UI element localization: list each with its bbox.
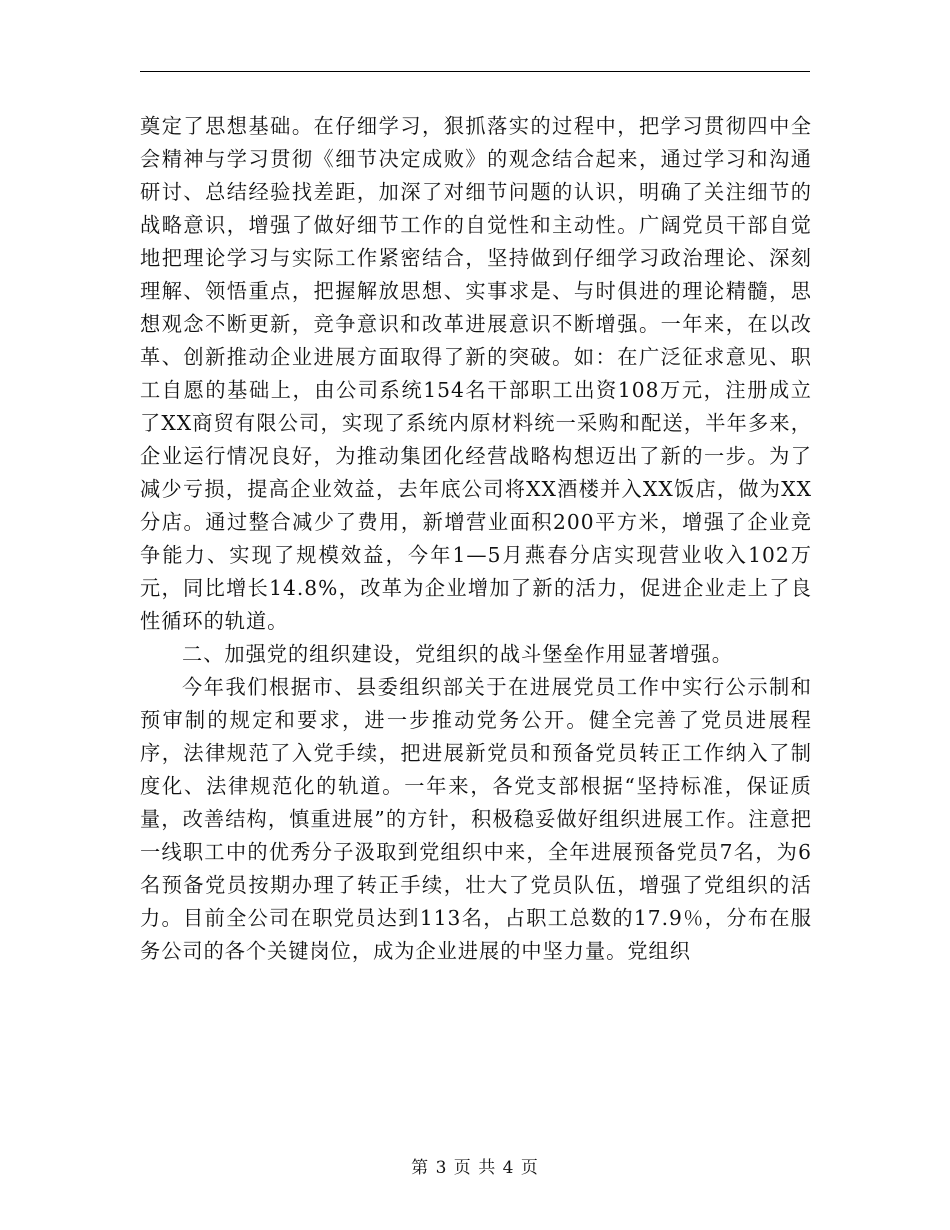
section-heading: 二、加强党的组织建设，党组织的战斗堡垒作用显著增强。 <box>182 642 733 666</box>
document-body <box>140 110 812 968</box>
body-paragraph: 奠定了思想基础。在仔细学习，狠抓落实的过程中，把学习贯彻四中全会精神与学习贯彻《细节决定成败》的观念结合起来，通过学习和沟通研讨、总结经验找差距，加深了对细节问题的认识，明确了关注细节的战略意识，增强了做好细节工作的自觉性和主动性。广阔党员干部自觉地把理论学习与实际工作紧密结合，坚持做到仔细学习政治理论、深刻理解、领悟重点，把握解放思想、实事求是、与时俱进的理论精髓，思想观念不断更新，竞争意识和改革进展意识不断增强。一年来，在以改革、创新推动企业进展方面取得了新的突破。如：在广泛征求意见、职工自愿的基础上，由公司系统154名干部职工出资108万元，注册成立了XX商贸有限公司，实现了系统内原材料统一采购和配送，半年多来，企业运行情况良好，为推动集团化经营战略构想迈出了新的一步。为了减少亏损，提高企业效益，去年底公司将XX酒楼并入XX饭店，做为XX分店。通过整合减少了费用，新增营业面积200平方米，增强了企业竞争能力、实现了规模效益，今年1—5月燕春分店实现营业收入102万元，同比增长14.8%，改革为企业增加了新的活力，促进企业走上了良性循环的轨道。 <box>140 114 812 633</box>
body-paragraph: 今年我们根据市、县委组织部关于在进展党员工作中实行公示制和预审制的规定和要求，进一步推动党务公开。健全完善了党员进展程序，法律规范了入党手续，把进展新党员和预备党员转正工作纳入了制度化、法律规范化的轨道。一年来，各党支部根据“坚持标准，保证质量，改善结构，慎重进展”的方针，积极稳妥做好组织进展工作。注意把一线职工中的优秀分子汲取到党组织中来，全年进展预备党员7名，为6名预备党员按期办理了转正手续，壮大了党员队伍，增强了党组织的活力。目前全公司在职党员达到113名，占职工总数的17.9％，分布在服务公司的各个关键岗位，成为企业进展的中坚力量。党组织 <box>140 675 812 963</box>
header-rule <box>140 71 810 72</box>
page-number: 第 3 页 共 4 页 <box>411 1158 539 1178</box>
